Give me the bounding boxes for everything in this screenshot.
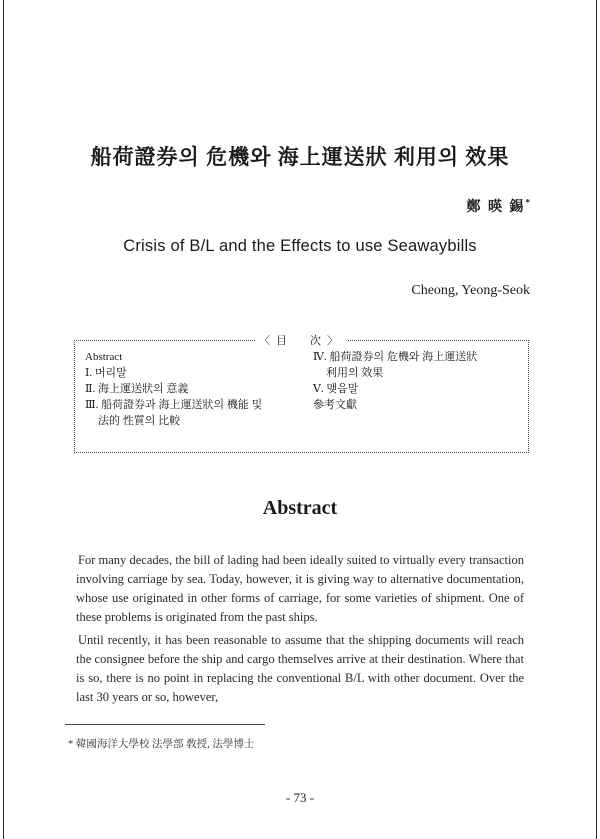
toc-left-column xyxy=(85,349,315,429)
footnote-divider xyxy=(65,724,265,725)
toc-item: 法的 性質의 比較 xyxy=(98,415,181,427)
abstract-heading: Abstract xyxy=(262,497,338,519)
author-footnote-mark: * xyxy=(525,197,532,208)
toc-item: 參考文獻 xyxy=(313,399,357,411)
toc-item: 利用의 效果 xyxy=(326,367,384,379)
toc-item: Abstract xyxy=(85,351,123,363)
author-name-english: Cheong, Yeong-Seok xyxy=(411,283,530,298)
toc-item: Ⅲ. 船荷證券과 海上運送狀의 機能 및 xyxy=(85,399,263,411)
toc-item: Ⅱ. 海上運送狀의 意義 xyxy=(85,383,189,395)
toc-item: Ⅰ. 머리말 xyxy=(85,367,127,379)
page-edge-left xyxy=(3,0,4,839)
toc-item: Ⅴ. 맺음말 xyxy=(313,383,359,395)
author-affiliation-footnote: * 韓國海洋大學校 法學部 敎授, 法學博士 xyxy=(68,739,255,750)
page-number: - 73 - xyxy=(285,790,315,805)
toc-item: Ⅳ. 船荷證券의 危機와 海上運送狀 xyxy=(313,351,478,363)
toc-heading-text: 〈目 次〉 xyxy=(255,335,348,347)
abstract-paragraph: For many decades, the bill of lading had been ideally suited to virtually every transaction involving carriage by sea. Today, however, it is giving way to alternative documentation, whose use originated in other forms of carriage, for some varieties of shipment. One of these problems is originated from the past ships. xyxy=(76,553,524,624)
page-edge-right xyxy=(596,0,597,839)
toc-right-column xyxy=(313,349,513,413)
table-of-contents xyxy=(74,335,529,453)
author-name-korean xyxy=(467,196,533,216)
abstract-paragraph: Until recently, it has been reasonable to assume that the shipping documents will reach the consignee before the ship and cargo themselves arrive at their destination. Where that is so, there is no point in replacing the conventional B/L with other document. Over the last 30 years or so, however, xyxy=(76,633,524,704)
paper-title-english: Crisis of B/L and the Effects to use Seawaybills xyxy=(123,237,477,255)
toc-heading xyxy=(75,332,528,348)
paper-title-korean: 船荷證券의 危機와 海上運送狀 利用의 效果 xyxy=(90,145,510,169)
author-name-korean-text: 鄭 暎 錫 xyxy=(466,200,526,215)
abstract-body xyxy=(76,551,524,711)
